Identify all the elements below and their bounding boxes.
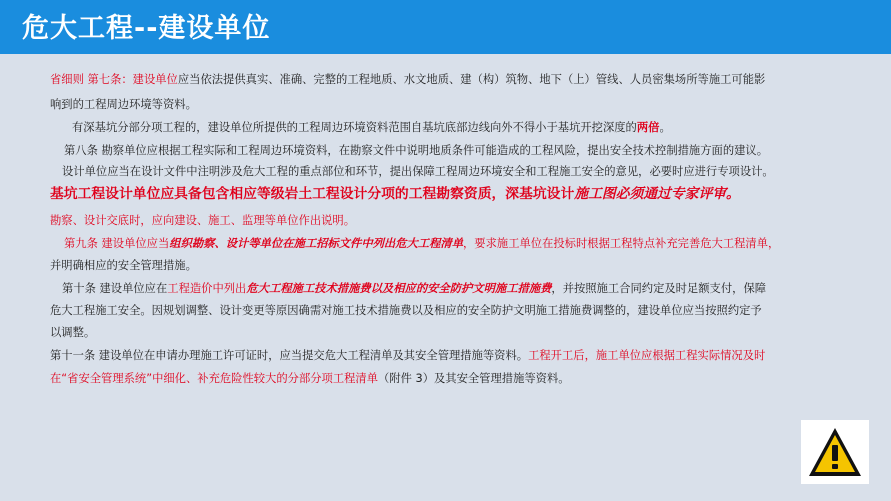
article-7-heading: 省细则 第七条：建设单位 [50,73,178,86]
qualification-text: 基坑工程设计单位应具备包含相应等级岩土工程设计分项的工程勘察资质，深基坑设计 [50,186,575,202]
paragraph-article-11-cont [50,373,570,384]
article-7-text: 应当依法提供真实、准确、完整的工程地质、水文地质、建（构）筑物、地下（上）管线、人员密集场所等施工可能影 [177,73,766,86]
cost-highlight: 工程造价中列出 [167,282,247,295]
article-10-heading: 第十条 建设单位应在 [62,282,168,295]
paragraph-article-7-cont: 响到的工程周边环境等资料。 [50,98,197,111]
deep-pit-text: 有深基坑分部分项工程的，建设单位所提供的工程周边环境资料范围自基坑底部边线向外不得小于基坑开挖深度的 [72,121,637,134]
title-bar [0,0,891,54]
paragraph-article-8: 第八条 勘察单位应根据工程实际和工程周边环境资料，在勘察文件中说明地质条件可能造成的工程风险，提出安全技术控制措施方面的建议。 [64,144,769,157]
paragraph-article-7 [50,74,765,85]
warning-sign [801,420,869,484]
warning-triangle-icon [807,425,863,479]
article-11-text: 第十一条 建设单位在申请办理施工许可证时，应当提交危大工程清单及其安全管理措施等资料。 [50,349,529,362]
paragraph-article-9-cont: 并明确相应的安全管理措施。 [50,259,197,272]
page-title: 危大工程--建设单位 [22,13,271,44]
paragraph-article-10-cont: 危大工程施工安全。因规划调整、设计变更等原因确需对施工技术措施费以及相应的安全防护文明施工措施费调整的，建设单位应当按照约定予 [50,304,762,317]
paragraph-briefing: 勘察、设计交底时，应向建设、施工、监理等单位作出说明。 [50,214,356,227]
paragraph-article-10-end: 以调整。 [50,326,96,339]
article-9-highlight: 组织勘察、设计等单位在施工招标文件中列出危大工程清单 [169,237,463,250]
system-highlight: 在“省安全管理系统”中细化、补充危险性较大的分部分项工程清单 [50,372,379,385]
deep-pit-end: 。 [659,121,671,134]
article-11-highlight: 工程开工后，施工单位应根据工程实际情况及时 [528,349,766,362]
double-depth-highlight: 两倍 [636,121,660,134]
article-11-end: （附件 3）及其安全管理措施等资料。 [378,372,570,385]
measure-fee-highlight: 危大工程施工技术措施费以及相应的安全防护文明施工措施费 [246,282,552,295]
paragraph-article-10 [62,283,766,294]
paragraph-qualification [50,188,740,202]
article-9-text: ，要求施工单位在投标时根据工程特点补充完善危大工程清单， [463,237,780,250]
expert-review-text: 施工图必须通过专家评审。 [574,186,740,202]
article-9-heading: 第九条 建设单位应当 [64,237,170,250]
paragraph-article-11 [50,350,765,361]
paragraph-design-unit: 设计单位应当在设计文件中注明涉及危大工程的重点部位和环节，提出保障工程周边环境安全和工程施工安全的意见，必要时应进行专项设计。 [62,165,774,178]
paragraph-deep-pit [72,122,671,133]
paragraph-article-9 [64,238,779,249]
article-10-text: ，并按照施工合同约定及时足额支付，保障 [551,282,767,295]
